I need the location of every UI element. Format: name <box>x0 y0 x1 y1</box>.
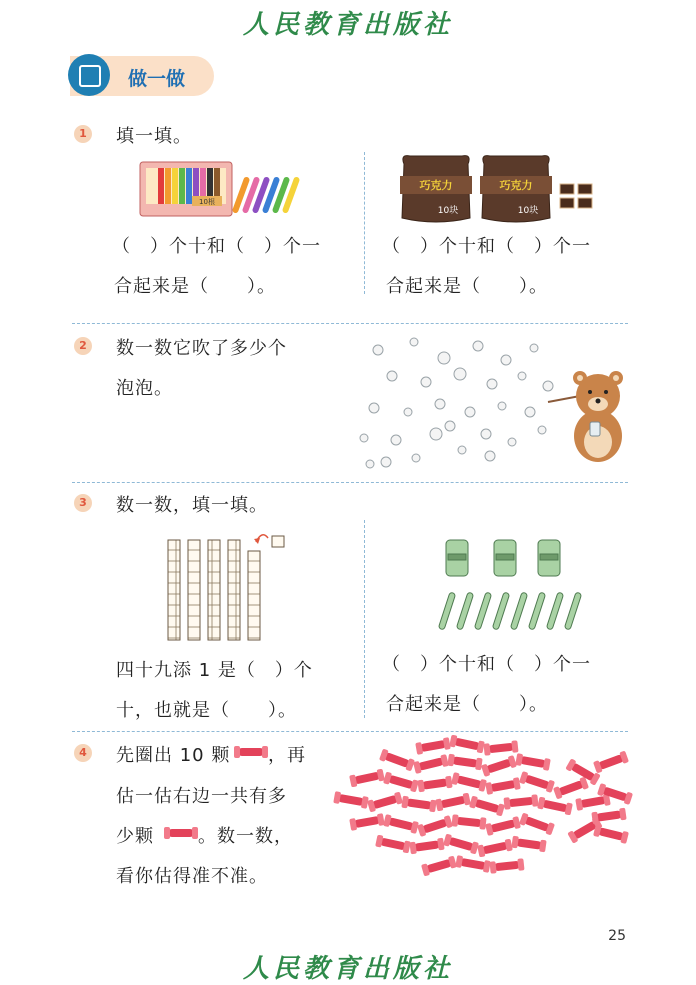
question-1-divider <box>364 152 365 294</box>
base-ten-rods-illustration <box>164 528 294 644</box>
publisher-mark-bottom: 人民教育出版社 <box>242 954 453 984</box>
question-4-line3-suffix: 。数一数， <box>198 826 293 847</box>
question-1-right-line2: 合起来是（ ）。 <box>386 276 548 297</box>
chocolate-bag-2-count: 10块 <box>517 206 539 216</box>
question-4-line1-suffix: ，再 <box>268 745 306 766</box>
question-1-left-line1: （ ）个十和（ ）个一 <box>112 236 321 257</box>
question-1-right-line1: （ ）个十和（ ）个一 <box>382 236 591 257</box>
chocolate-bags-illustration <box>396 150 606 228</box>
question-divider-2 <box>72 482 628 483</box>
question-divider-1 <box>72 323 628 324</box>
question-number-3: 3 <box>74 494 92 512</box>
question-divider-3 <box>72 731 628 732</box>
publisher-mark-top: 人民教育出版社 <box>242 10 453 40</box>
question-2-prompt-line2: 泡泡。 <box>116 378 173 399</box>
question-4-line2: 估一估右边一共有多 <box>116 786 287 807</box>
question-3-divider <box>364 520 365 718</box>
question-3-right-line2: 合起来是（ ）。 <box>386 694 548 715</box>
window-icon <box>68 54 110 96</box>
question-4-line3-prefix: 少颗 <box>116 826 154 847</box>
question-1-prompt: 填一填。 <box>116 126 192 147</box>
chocolate-bag-1-label: 巧克力 <box>419 179 453 192</box>
chocolate-bag-1-count: 10块 <box>437 206 459 216</box>
question-1-left-line2: 合起来是（ ）。 <box>114 276 276 297</box>
chocolate-bag-2-label: 巧克力 <box>499 179 533 192</box>
question-4-line4: 看你估得准不准。 <box>116 866 268 887</box>
candy-fish-illustration <box>330 738 630 880</box>
question-number-2: 2 <box>74 337 92 355</box>
question-3-right-line1: （ ）个十和（ ）个一 <box>382 654 591 675</box>
question-2-prompt-line1: 数一数它吹了多少个 <box>116 338 287 359</box>
stick-bundles-illustration <box>436 536 586 634</box>
candy-icon <box>238 748 264 756</box>
question-4-line1: 先圈出 10 颗 <box>116 745 231 766</box>
question-3-left-line2: 十，也就是（ ）。 <box>116 700 297 721</box>
question-number-4: 4 <box>74 744 92 762</box>
question-3-left-line1: 四十九添 1 是（ ）个 <box>116 660 313 681</box>
question-number-1: 1 <box>74 125 92 143</box>
crayon-box-illustration <box>138 156 303 224</box>
candy-icon <box>168 829 194 837</box>
crayon-box-label: 10根 <box>199 198 215 206</box>
question-3-prompt: 数一数，填一填。 <box>116 495 268 516</box>
page-number: 25 <box>608 928 626 944</box>
bear-blowing-bubbles-illustration <box>352 330 632 472</box>
section-title: 做一做 <box>128 68 186 90</box>
